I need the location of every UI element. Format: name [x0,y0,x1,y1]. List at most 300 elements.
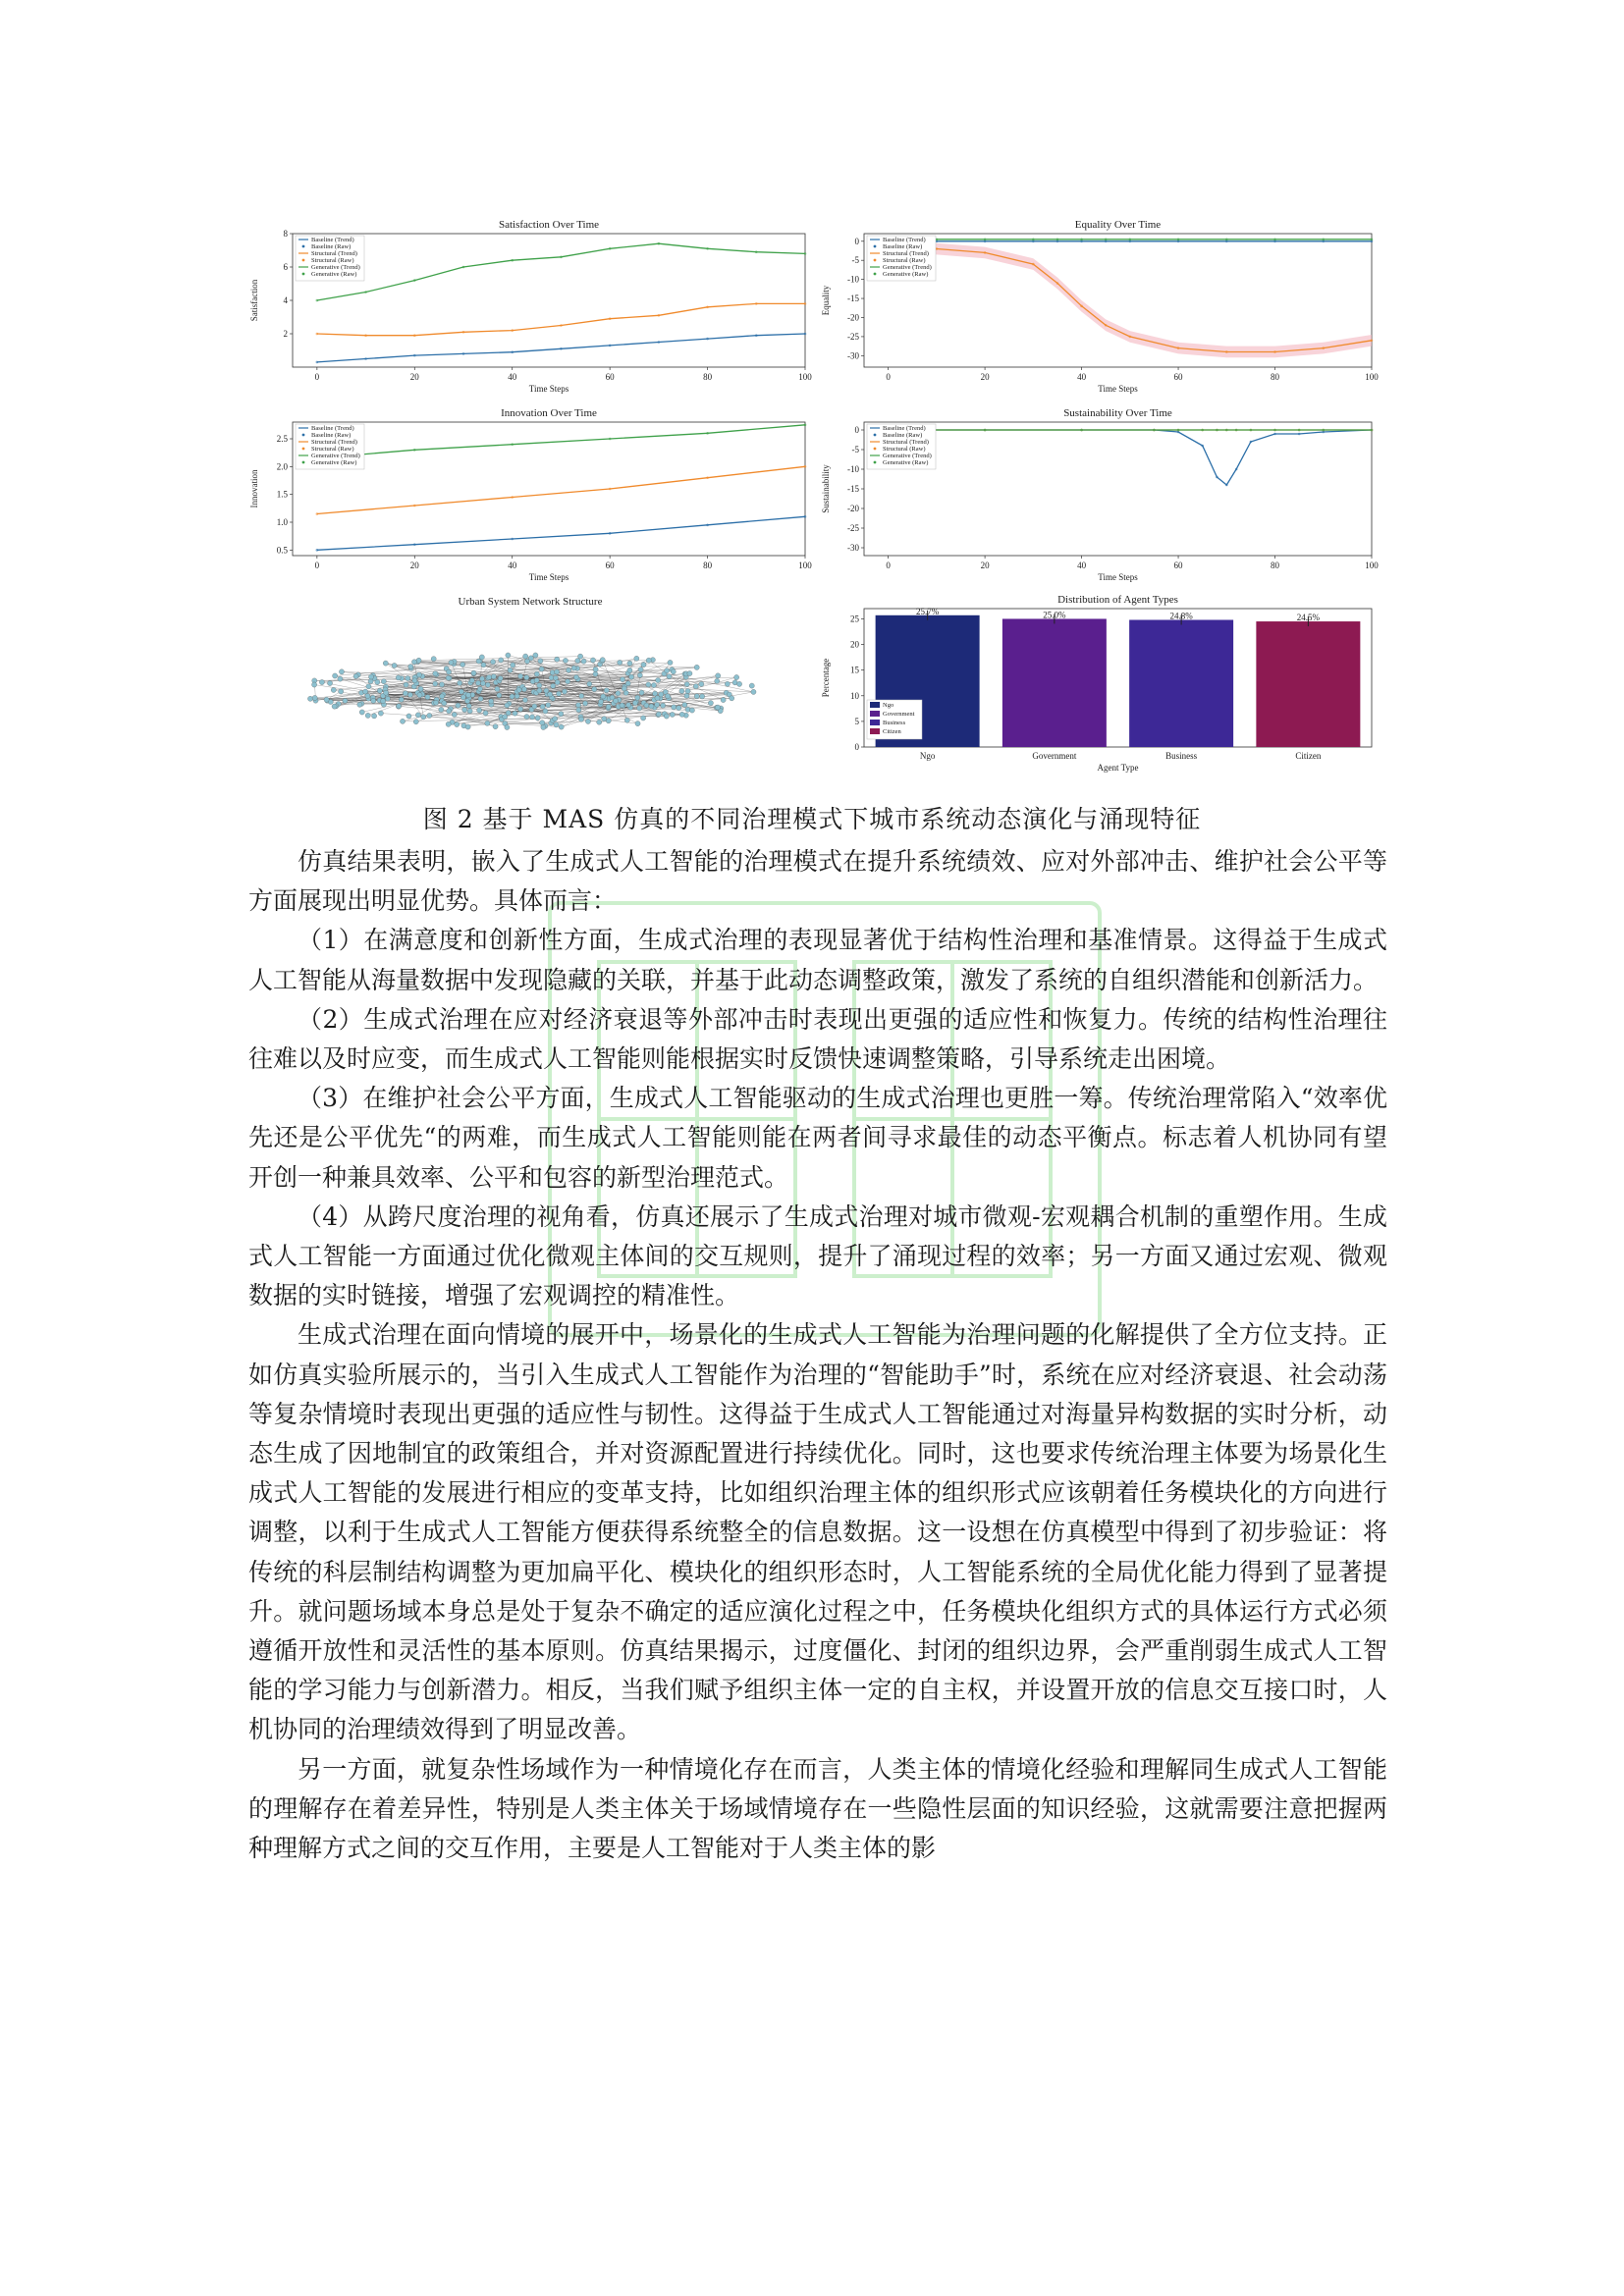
network-node [397,704,402,709]
network-node [485,682,490,687]
raw-point [804,465,807,468]
legend-label: Generative (Raw) [883,271,929,278]
raw-point [1225,350,1228,353]
network-node [480,681,485,686]
network-node [343,698,348,703]
equality-chart [817,218,1381,402]
legend-label: Structural (Raw) [883,446,926,453]
raw-point [1105,239,1108,241]
network-node [378,711,383,716]
network-node [548,692,553,697]
x-tick-label: 20 [980,372,990,382]
network-node [693,684,698,689]
raw-point [1250,429,1253,432]
x-tick-label: 100 [1365,561,1379,570]
network-node [670,712,675,717]
network-node [505,724,510,729]
raw-point [1322,347,1325,349]
legend-swatch [874,448,877,451]
network-node [600,658,605,663]
legend-label: Generative (Raw) [311,459,357,466]
raw-point [609,317,612,320]
network-node [415,713,420,718]
network-node [327,680,332,685]
bar-citizen [1256,621,1360,747]
network-node [613,698,618,703]
x-tick-label: 80 [1271,372,1280,382]
network-node [404,682,408,687]
network-node [533,653,538,658]
x-tick-label: 100 [798,561,812,570]
raw-point [511,350,514,353]
x-tick-label: 0 [886,561,891,570]
network-node [477,708,482,713]
y-tick-label: 8 [283,229,288,239]
network-node [730,696,734,701]
legend-label: Structural (Trend) [311,439,357,446]
network-node [590,658,595,663]
network-node [606,704,611,709]
raw-point [364,291,367,294]
raw-point [1105,324,1108,327]
network-node [551,683,556,688]
y-tick-label: 2.0 [276,461,288,472]
network-node [694,694,699,699]
series-line [317,243,805,300]
y-tick-label: -10 [847,274,859,285]
legend-swatch [874,273,877,276]
x-tick-label: 0 [314,372,320,382]
network-node [425,695,430,700]
network-structure-panel [245,593,815,779]
raw-point [511,329,514,332]
raw-point [804,302,807,305]
raw-point [1235,429,1238,432]
x-tick-label: 80 [703,561,713,570]
network-node [503,715,508,720]
y-tick-label: 4 [283,295,288,305]
raw-point [364,357,367,360]
network-node [528,656,533,661]
raw-point [1056,239,1059,241]
raw-point [413,279,416,282]
bar-value-label: 25.0% [1043,610,1066,620]
network-node [312,695,317,700]
network-node [575,703,580,708]
bar-government [1002,618,1107,747]
network-node [576,708,581,713]
network-node [689,708,694,713]
structural-confidence-band [889,240,1372,357]
raw-point [316,299,319,302]
network-node [634,656,639,661]
raw-point [658,314,661,317]
legend-swatch [302,448,305,451]
network-node [493,724,498,729]
network-node [585,719,590,723]
network-node [489,699,494,704]
network-node [339,689,344,694]
network-node [411,660,416,665]
network-node [620,703,624,708]
legend-label: Baseline (Raw) [311,432,352,439]
network-node [721,697,726,702]
y-tick-label: -30 [847,543,859,553]
legend-label: Structural (Trend) [883,439,929,446]
network-node [459,689,463,694]
network-node [510,694,514,699]
y-tick-label: -15 [847,294,859,304]
raw-point [462,331,465,334]
raw-point [706,476,709,479]
legend-label: Baseline (Raw) [883,432,923,439]
legend-swatch [870,702,880,708]
raw-point [706,306,709,309]
raw-point [609,438,612,441]
network-node [618,660,623,665]
network-node [365,693,370,698]
network-node [439,707,444,712]
raw-point [1177,347,1180,349]
network-node [440,694,445,699]
network-node [498,675,503,680]
raw-point [316,512,319,515]
network-node [458,680,462,685]
x-tick-label: Ngo [919,751,936,761]
network-node [433,671,438,676]
raw-point [511,496,514,499]
y-axis-label: Sustainability [821,464,831,513]
network-node [447,669,452,674]
raw-point [1129,336,1132,339]
network-node [366,684,371,689]
paragraph-2: （1）在满意度和创新性方面，生成式治理的表现显著优于结构性治理和基准情景。这得益于生成式人工智能从海量数据中发现隐藏的关联，并基于此动态调整政策，激发了系统的自组织潜能和创新活力。 [248,926,1387,994]
network-node [449,660,454,665]
raw-point [1153,429,1156,432]
x-tick-label: 0 [886,372,891,382]
network-node [312,682,317,687]
x-axis-label: Time Steps [1098,384,1138,394]
y-tick-label: -10 [847,464,859,474]
raw-point [560,256,563,259]
network-node [495,686,500,691]
legend-label: Generative (Raw) [883,459,929,466]
legend-swatch [302,245,305,248]
legend-swatch [874,245,877,248]
y-tick-label: 0 [854,425,859,435]
network-node [715,678,720,683]
network-node [479,676,484,681]
raw-point [755,334,758,337]
raw-point [560,347,563,350]
network-node [682,702,687,707]
raw-point [609,345,612,347]
network-node [524,675,529,680]
y-tick-label: -20 [847,504,859,513]
network-node [427,713,432,718]
raw-point [1273,239,1276,241]
network-node [396,675,401,680]
legend-swatch [870,711,880,717]
network-node [687,670,692,675]
network-node [685,688,690,693]
series-line [317,425,805,458]
y-tick-label: -25 [847,523,859,533]
network-node [649,704,654,709]
network-node [431,657,436,662]
raw-point [804,424,807,427]
x-tick-label: Business [1165,751,1198,761]
network-node [665,694,670,699]
network-node [433,700,438,705]
x-tick-label: 20 [409,372,419,382]
network-node [646,682,651,687]
raw-point [462,352,465,355]
network-node [553,717,558,721]
raw-point [560,324,563,327]
raw-point [706,524,709,527]
raw-point [1273,350,1276,353]
series-line [317,303,805,335]
network-node [383,661,388,666]
network-node [371,714,376,719]
network-node [700,694,705,699]
x-tick-label: 100 [798,372,812,382]
network-node [469,678,474,683]
network-node [716,673,721,678]
raw-point [1201,445,1204,448]
legend-label: Generative (Trend) [311,264,360,271]
series-line [889,430,1372,485]
network-node [368,674,373,679]
legend-label: Structural (Raw) [311,446,354,453]
network-node [508,667,513,672]
raw-point [984,239,987,241]
network-node [505,703,510,708]
body-text [248,842,1387,1868]
raw-point [1177,239,1180,241]
network-node [563,658,568,663]
bar-value-label: 24.5% [1296,613,1320,623]
network-node [616,691,621,696]
network-node [667,674,672,679]
y-axis-label: Innovation [249,469,259,508]
x-tick-label: 60 [605,561,615,570]
raw-point [413,449,416,452]
plot-frame [293,234,805,367]
raw-point [1056,282,1059,285]
raw-point [413,334,416,337]
bar-value-label: 24.8% [1169,611,1193,621]
paragraph-5: （4）从跨尺度治理的视角看，仿真还展示了生成式治理对城市微观-宏观耦合机制的重塑作用。生成式人工智能一方面通过优化微观主体间的交互规则，提升了涌现过程的效率；另一方面又通过宏观、微观数据的实时链接，增强了宏观调控的精准性。 [248,1201,1387,1310]
network-node [606,719,611,723]
network-node [579,693,584,698]
legend-label: Business [883,720,906,726]
network-node [555,680,560,685]
y-tick-label: 2 [283,329,288,339]
legend-label: Generative (Trend) [883,453,932,459]
y-axis-label: Percentage [821,658,831,698]
network-node [736,681,741,686]
network-node [517,673,522,678]
network-node [555,657,560,662]
raw-point [1032,239,1035,241]
network-node [359,710,364,715]
y-tick-label: -5 [851,445,859,454]
legend-label: Baseline (Trend) [883,237,926,243]
y-tick-label: 10 [850,690,859,701]
network-node [462,707,467,712]
x-tick-label: 80 [1271,561,1280,570]
legend-label: Structural (Trend) [311,250,357,257]
legend-label: Baseline (Trend) [311,237,354,243]
raw-point [609,532,612,535]
network-node [456,703,460,708]
raw-point [462,266,465,269]
network-node [452,712,457,717]
raw-point [1235,468,1238,471]
x-tick-label: 0 [314,561,320,570]
network-node [624,718,629,722]
satisfaction-chart [245,218,815,402]
network-node [641,663,646,667]
x-axis-label: Time Steps [528,384,569,394]
network-node [487,674,492,679]
raw-point [1250,441,1253,444]
network-node [627,667,632,672]
raw-point [413,543,416,546]
raw-point [1080,239,1083,241]
figure-caption: 图 2 基于 MAS 仿真的不同治理模式下城市系统动态演化与涌现特征 [422,805,1202,833]
network-node [490,660,495,665]
y-tick-label: 6 [283,262,288,272]
raw-point [1371,239,1374,241]
network-node [661,703,666,708]
y-axis-label: Equality [821,285,831,316]
network-node [491,674,496,679]
x-tick-label: 60 [605,372,615,382]
network-node [679,688,684,693]
network-title: Urban System Network Structure [458,596,603,608]
network-node [331,687,336,692]
legend-label: Structural (Raw) [311,257,354,264]
network-node [324,697,329,702]
raw-point [658,341,661,344]
legend-swatch [874,461,877,464]
network-node [668,660,673,665]
network-node [446,721,451,726]
y-tick-label: 2.5 [276,434,288,444]
network-node [540,721,545,725]
legend-label: Ngo [883,702,894,709]
x-tick-label: 60 [1173,372,1183,382]
series-line [317,466,805,513]
network-node [381,679,386,684]
network-node [417,693,422,698]
network-node [598,699,603,704]
raw-point [1225,484,1228,487]
x-tick-label: 40 [1077,561,1087,570]
network-node [734,674,739,679]
chart-title: Equality Over Time [1074,219,1162,231]
network-node [694,665,699,669]
network-node [403,691,407,696]
network-node [575,658,580,663]
network-node [534,677,539,682]
chart-title: Satisfaction Over Time [498,219,600,231]
raw-point [706,338,709,341]
raw-point [316,333,319,336]
network-node [537,688,542,693]
network-node [638,667,643,672]
network-node [416,658,421,663]
chart-title: Sustainability Over Time [1063,407,1172,419]
legend-swatch [870,728,880,734]
x-tick-label: 40 [508,561,517,570]
network-node [478,696,483,701]
network-node [554,722,559,727]
network-node [546,703,551,708]
network-node [672,705,677,710]
network-node [665,668,670,673]
network-node [537,683,542,688]
raw-point [804,515,807,518]
raw-point [1371,429,1374,432]
network-node [549,675,554,680]
raw-point [1080,429,1083,432]
network-node [725,681,730,686]
network-node [338,676,343,681]
network-node [529,715,534,720]
network-node [477,686,482,691]
network-node [651,682,656,687]
raw-point [609,488,612,491]
network-node [421,715,426,720]
network-node [483,711,488,716]
x-tick-label: 40 [508,372,517,382]
network-node [654,702,659,707]
raw-point [706,432,709,435]
innovation-chart [245,406,815,591]
network-node [679,712,684,717]
network-node [408,665,413,669]
y-tick-label: 0 [854,236,859,246]
network-node [699,681,704,686]
network-node [751,689,756,694]
y-axis-label: Satisfaction [249,279,259,322]
network-node [555,669,560,674]
network-node [475,680,480,685]
network-node [646,658,651,663]
network-node [377,688,382,693]
raw-point [1216,476,1218,479]
legend-label: Generative (Trend) [883,264,932,271]
network-node [471,670,476,675]
raw-point [1273,433,1276,436]
x-axis-label: Agent Type [1097,763,1139,773]
y-tick-label: 25 [850,614,859,624]
network-node [620,677,624,682]
network-node [524,715,529,720]
network-node [464,699,469,704]
x-tick-label: 20 [980,561,990,570]
legend-swatch [302,434,305,437]
network-node [604,688,609,693]
legend-label: Generative (Raw) [311,271,357,278]
network-node [635,695,640,700]
network-node [465,692,470,697]
network-node [447,709,452,714]
